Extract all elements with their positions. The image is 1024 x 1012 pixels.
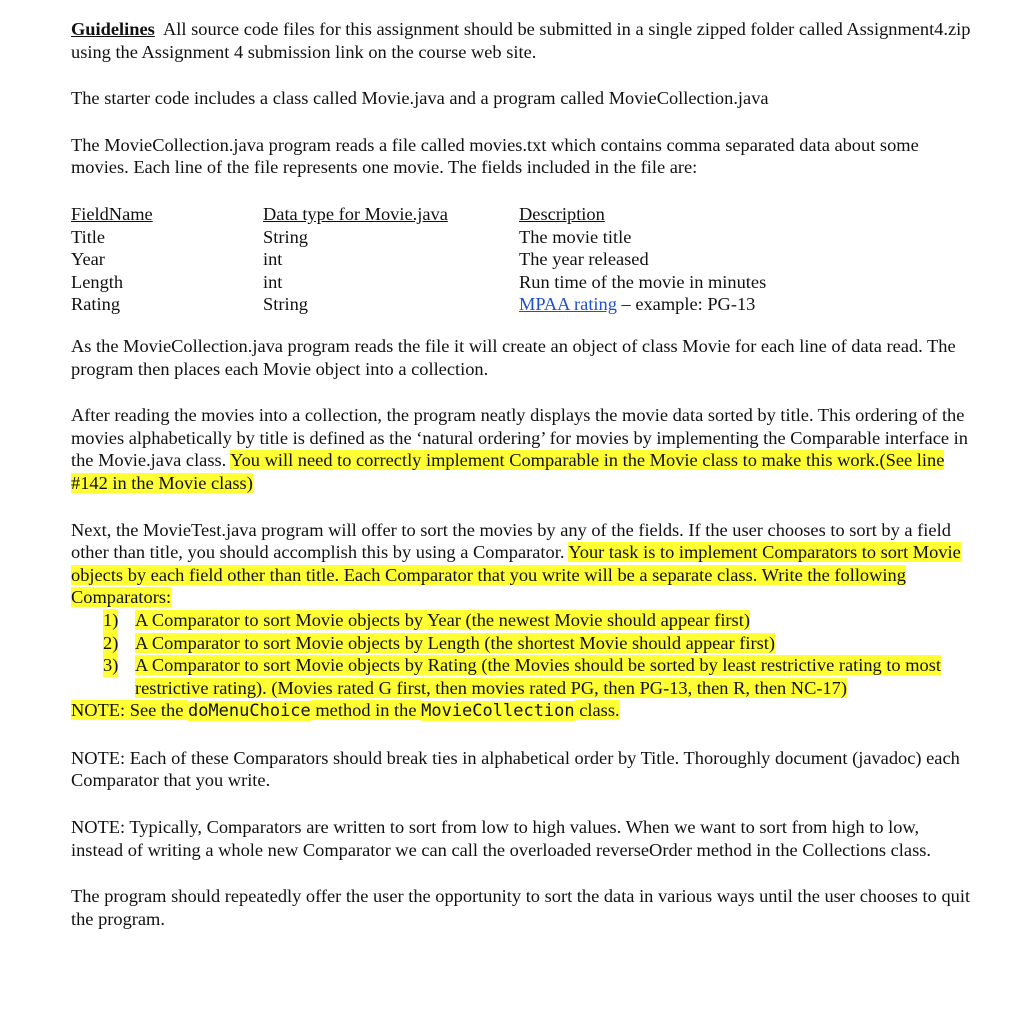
task-highlight: Your task is to implement Comparators to sort Movie objects by each field other than title. Each Comparator that you write will be a separate class. Write the following Comparators: [71,542,961,608]
create-paragraph: As the MovieCollection.java program reads the file it will create an object of class Movie for each line of data read. The program then places each Movie object into a collection. [71,335,956,379]
assignment-document [71,18,971,930]
list-item [71,609,971,632]
next-paragraph [71,519,971,609]
fieldname-column [71,203,153,316]
mpaa-rating-link[interactable]: MPAA rating [519,294,617,315]
reverse-note-paragraph: NOTE: Typically, Comparators are written to sort from low to high values. When we want to sort from high to low, instead of writing a whole new Comparator we can call the overloaded reverseOrder method in the Collections class. [71,817,931,860]
list-item [71,654,971,699]
ties-note-paragraph: NOTE: Each of these Comparators should break ties in alphabetical order by Title. Thoroughly document (javadoc) each Comparator that you write. [71,747,960,791]
domenuchoice-code: doMenuChoice [187,701,311,722]
starter-paragraph: The starter code includes a class called Movie.java and a program called MovieCollection.java [71,88,769,109]
repeat-paragraph: The program should repeatedly offer the user the opportunity to sort the data in various ways until the user chooses to quit the program. [71,886,971,929]
menu-note-paragraph [71,699,971,723]
moviecollection-code: MovieCollection [421,701,575,722]
list-item-number: 2) [103,632,119,653]
guidelines-label: Guidelines [71,19,155,39]
list-item-text: A Comparator to sort Movie objects by Length (the shortest Movie should appear first) [135,632,775,653]
fields-table [71,203,971,315]
field-rating-type: String [263,294,308,315]
list-item-number: 3) [103,655,119,676]
field-year-name: Year [71,249,105,270]
description-header: Description [519,203,605,224]
comparator-list [71,609,971,699]
field-rating-name: Rating [71,294,121,315]
field-title-name: Title [71,226,106,247]
list-item [71,632,971,655]
rating-example-text: – example: PG-13 [616,294,756,315]
comparable-highlight: You will need to correctly implement Comparable in the Movie class to make this work.(See line #142 in the Movie class) [71,450,945,493]
list-item-number: 1) [103,609,119,630]
datatype-column [263,203,448,316]
field-length-name: Length [71,271,124,292]
description-column [519,203,766,316]
next-text: Next, the MovieTest.java program will offer to sort the movies by any of the fields. If the user chooses to sort by a field other than title, you should accomplish this by using a Comparator. [71,519,951,563]
field-title-description: The movie title [519,226,632,247]
natural-ordering-text: After reading the movies into a collection, the program neatly displays the movie data sorted by title. This ordering of the movies alphabetically by title is defined as the ‘natural ordering’ for movies by implementing the Comparable interface in the Movie.java class. [71,405,968,471]
field-title-type: String [263,226,308,247]
reads-paragraph: The MovieCollection.java program reads a file called movies.txt which contains comma separated data about some movies. Each line of the file represents one movie. The fields included in the file are: [71,134,919,178]
field-rating-description [519,293,766,316]
field-year-description: The year released [519,249,649,270]
menu-note-middle: method in the [310,700,422,721]
field-length-type: int [263,271,283,292]
fieldname-header: FieldName [71,203,153,224]
guidelines-text: All source code files for this assignment should be submitted in a single zipped folder called Assignment4.zip using the Assignment 4 submission link on the course web site. [71,19,971,62]
menu-note-prefix: NOTE: See the [71,700,188,721]
list-item-text: A Comparator to sort Movie objects by Rating (the Movies should be sorted by least restrictive rating to most restrictive rating). (Movies rated G first, then movies rated PG, then PG-13, then R, then NC-17) [135,655,941,698]
guidelines-paragraph [71,18,971,63]
field-length-description: Run time of the movie in minutes [519,271,767,292]
field-year-type: int [263,249,283,270]
datatype-header: Data type for Movie.java [263,203,448,224]
natural-ordering-paragraph [71,404,971,494]
menu-note-suffix: class. [574,700,620,721]
list-item-text: A Comparator to sort Movie objects by Year (the newest Movie should appear first) [135,609,750,630]
